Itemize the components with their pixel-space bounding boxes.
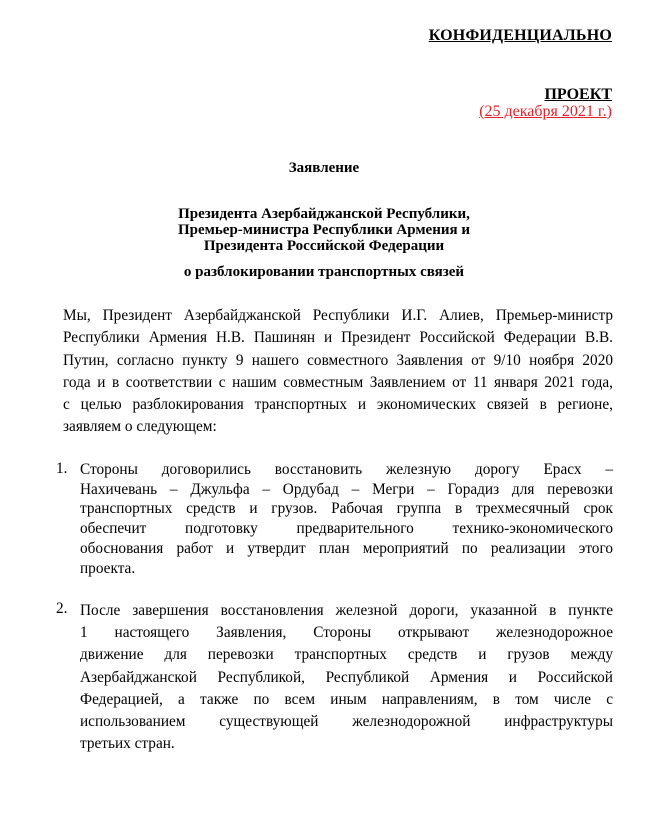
item-line: 1 настоящего Заявления, Стороны открывают железнодорожное: [80, 624, 613, 642]
signatories-block: [0, 206, 648, 254]
list-item-text: [80, 600, 613, 755]
item-line: третьих стран.: [80, 735, 175, 753]
item-line: Стороны договорились восстановить железную дорогу Ерасх –: [80, 461, 613, 478]
document-subject: о разблокировании транспортных связей: [183, 264, 465, 280]
item-line: движение для перевозки транспортных средств и грузов между: [80, 646, 613, 664]
intro-line: Республики Армения Н.В. Пашинян и Президент Российской Федерации В.В.: [63, 329, 613, 347]
list-item-number: 1.: [56, 460, 68, 477]
signatory-line: Президента Азербайджанской Республики,: [178, 206, 470, 222]
signatory-line: Премьер-министра Республики Армения и: [177, 222, 470, 238]
project-block: [479, 86, 612, 120]
intro-line: заявляем о следующем:: [63, 418, 217, 436]
intro-line: Путин, согласно пункту 9 нашего совместного Заявления от 9/10 ноября 2020: [63, 351, 613, 369]
project-date: (25 декабря 2021 г.): [479, 103, 612, 120]
item-line: использованием существующей железнодорожной инфраструктуры: [80, 713, 613, 731]
signatory-line: Президента Российской Федерации: [203, 238, 445, 254]
list-item-text: [80, 460, 613, 578]
intro-line: Мы, Президент Азербайджанской Республики И.Г. Алиев, Премьер-министр: [63, 307, 613, 324]
item-line: После завершения восстановления железной дороги, указанной в пункте: [80, 602, 613, 619]
confidential-stamp: КОНФИДЕНЦИАЛЬНО: [428, 27, 612, 44]
intro-line: с целью разблокирования транспортных и экономических связей в регионе,: [63, 396, 613, 414]
intro-line: года и в соответствии с нашим совместным Заявлением от 11 января 2021 года,: [63, 373, 613, 391]
item-line: транспортных средств и грузов. Рабочая группа в трехмесячный срок: [80, 500, 613, 518]
item-line: обеспечит подготовку предварительного технико-экономического: [80, 520, 613, 538]
list-item-number: 2.: [56, 600, 68, 617]
item-line: Нахичевань – Джульфа – Ордубад – Мегри – Горадиз для перевозки: [80, 480, 613, 498]
document-title: Заявление: [288, 160, 360, 176]
project-label: ПРОЕКТ: [544, 86, 612, 103]
item-line: обоснования работ и утвердит план мероприятий по реализации этого: [80, 539, 613, 557]
item-line: Федерацией, а также по всем иным направлениям, в том числе с: [80, 690, 613, 708]
item-line: проекта.: [80, 559, 136, 577]
intro-paragraph: [63, 305, 613, 439]
item-line: Азербайджанской Республикой, Республикой Армения и Российской: [80, 668, 613, 686]
